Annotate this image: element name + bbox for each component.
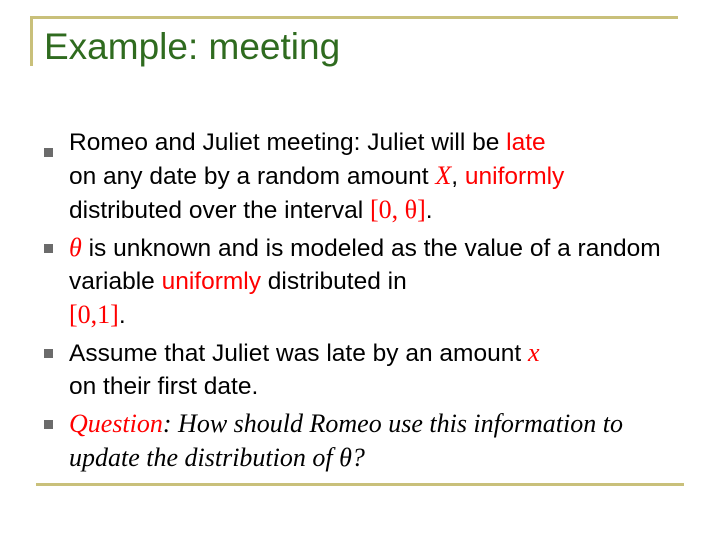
square-bullet-icon: [44, 420, 53, 429]
late-highlight: late: [506, 129, 546, 156]
bullet-text: on their first date.: [69, 373, 259, 400]
bullet-text: distributed in: [261, 268, 407, 295]
bullet-item-question: [44, 407, 694, 475]
interval-zero-one: [0,1]: [69, 300, 119, 329]
uniformly-highlight: uniformly: [464, 163, 565, 190]
bullet-text: ,: [451, 163, 465, 190]
uniformly-highlight: uniformly: [161, 268, 261, 295]
bullet-text: on any date by a random amount: [69, 163, 436, 190]
variable-x-lower: x: [527, 338, 540, 367]
square-bullet-icon: [44, 244, 53, 253]
variable-x: X: [435, 161, 452, 190]
bullet-list: [44, 126, 694, 479]
question-text: : How should Romeo use this information to update the distribution of θ?: [69, 409, 623, 472]
bottom-rule: [36, 483, 684, 486]
question-label: Question: [69, 409, 163, 438]
top-rule: [30, 16, 678, 19]
bullet-text: .: [425, 197, 433, 224]
variable-theta: θ: [69, 233, 82, 262]
bullet-text: Romeo and Juliet meeting: Juliet will be: [69, 129, 507, 156]
square-bullet-icon: [44, 148, 53, 157]
square-bullet-icon: [44, 349, 53, 358]
bullet-item-meeting: [44, 126, 694, 227]
bullet-text: Assume that Juliet was late by an amount: [69, 340, 528, 367]
bullet-text: is unknown and is modeled as the value of a random variable: [69, 235, 661, 295]
bullet-item-assume: [44, 336, 694, 403]
left-rule: [30, 16, 33, 66]
bullet-text: .: [118, 302, 126, 329]
bullet-item-theta: [44, 231, 694, 332]
slide-title: Example: meeting: [44, 26, 341, 67]
interval-zero-theta: [0, θ]: [369, 195, 426, 224]
bullet-text: distributed over the interval: [69, 197, 370, 224]
